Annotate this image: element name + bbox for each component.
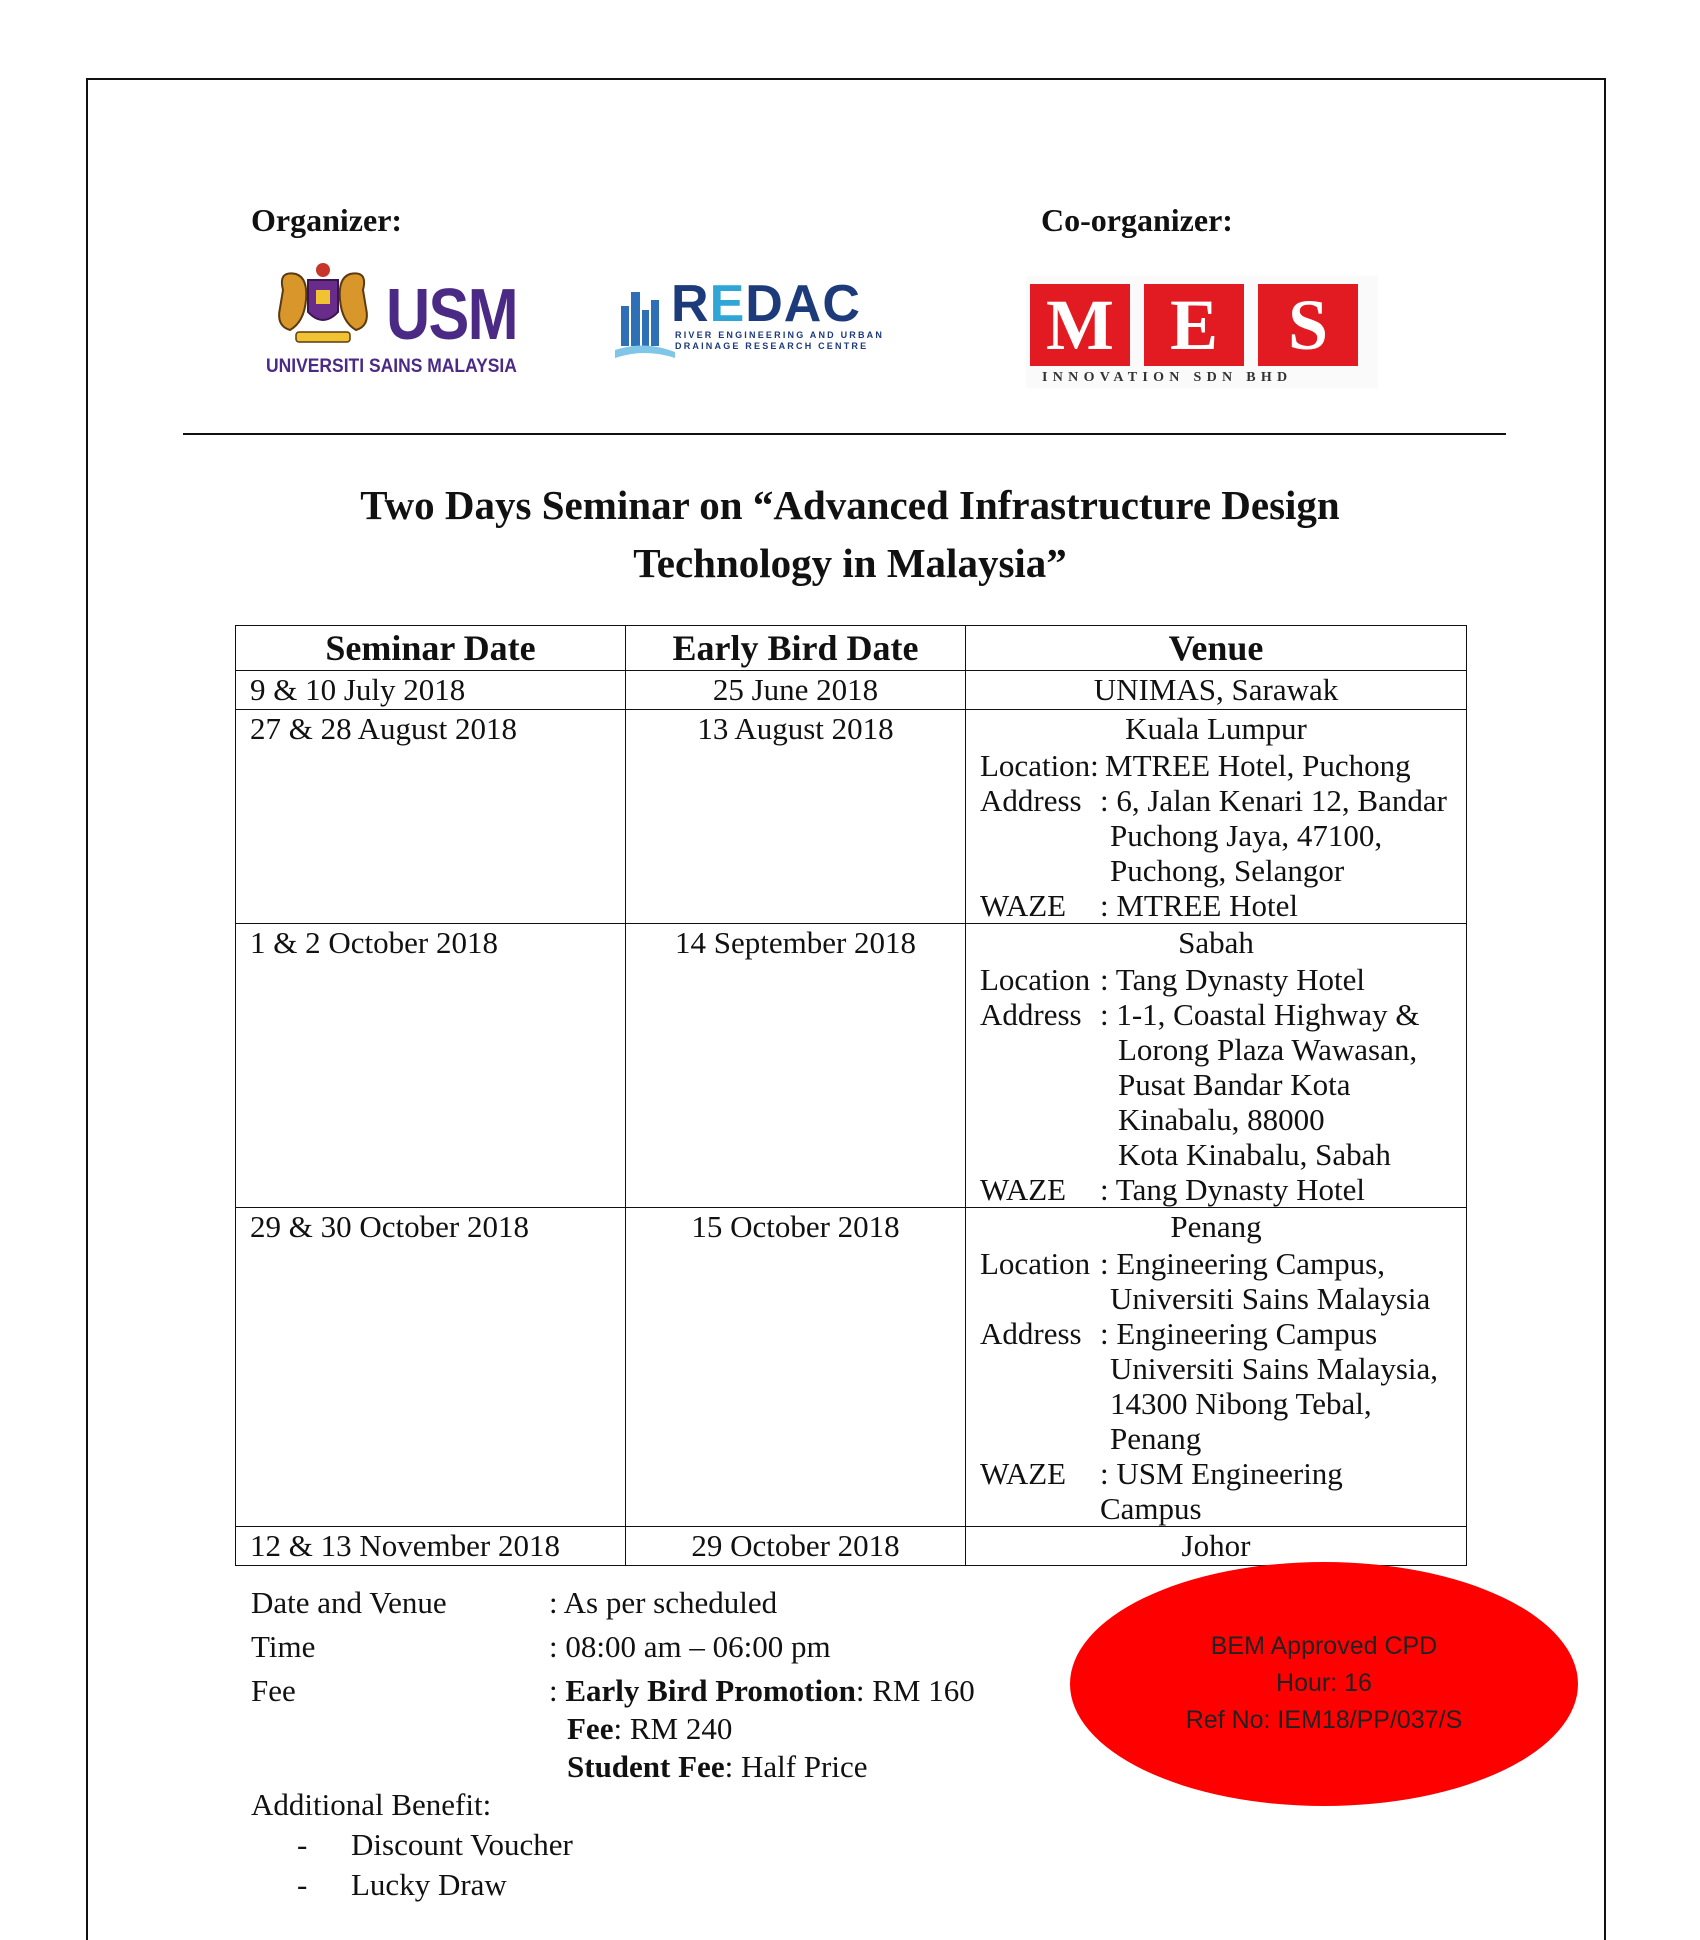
table-row <box>236 1208 1467 1527</box>
address-value: Puchong, Selangor <box>1110 853 1345 888</box>
header-venue: Venue <box>966 626 1467 671</box>
seminar-date-cell: 12 & 13 November 2018 <box>236 1527 626 1566</box>
mes-letter-s: S <box>1258 284 1358 366</box>
address-value: Universiti Sains Malaysia, <box>1110 1351 1439 1386</box>
mes-logo <box>1026 276 1378 388</box>
venue-name: Kuala Lumpur <box>1125 711 1307 746</box>
regular-fee-value: : RM 240 <box>613 1711 733 1746</box>
coorganizer-label: Co-organizer: <box>1041 202 1233 238</box>
usm-name: UNIVERSITI SAINS MALAYSIA <box>266 356 517 377</box>
bullet-dash: - <box>297 1867 308 1902</box>
address-value: Kinabalu, 88000 <box>1118 1102 1325 1137</box>
location-key: Location: <box>980 748 1099 783</box>
student-fee-label: Student Fee <box>567 1749 725 1784</box>
divider <box>183 433 1506 435</box>
waze-value: : MTREE Hotel <box>1100 888 1299 923</box>
title-line-2: Technology in Malaysia” <box>633 540 1067 586</box>
benefit-text: Lucky Draw <box>351 1867 507 1902</box>
address-value: Puchong Jaya, 47100, <box>1110 818 1383 853</box>
early-bird-label: Early Bird Promotion <box>565 1673 856 1708</box>
location-value: Universiti Sains Malaysia <box>1110 1281 1431 1316</box>
redac-sub-line1: RIVER ENGINEERING AND URBAN <box>675 330 885 340</box>
redac-wordmark <box>671 274 861 334</box>
redac-r: R <box>671 275 710 333</box>
venue-cell <box>966 1527 1467 1566</box>
address-key: Address <box>980 997 1082 1032</box>
venue-name: Sabah <box>1178 925 1254 960</box>
usm-logo <box>262 256 517 386</box>
time-label: Time <box>251 1629 316 1664</box>
early-bird-cell: 13 August 2018 <box>626 710 966 924</box>
usm-crest-icon <box>268 260 378 348</box>
waze-value: : Tang Dynasty Hotel <box>1100 1172 1366 1207</box>
venue-cell <box>966 1208 1467 1527</box>
location-value: : Tang Dynasty Hotel <box>1100 962 1366 997</box>
venue-name: Johor <box>1181 1528 1251 1563</box>
seminar-date-cell: 9 & 10 July 2018 <box>236 671 626 710</box>
organizer-label: Organizer: <box>251 202 403 238</box>
redac-logo <box>615 275 895 370</box>
early-bird-value: : RM 160 <box>855 1673 975 1708</box>
location-value: MTREE Hotel, Puchong <box>1105 748 1411 783</box>
address-key: Address <box>980 783 1082 818</box>
location-key: Location <box>980 1246 1091 1281</box>
mes-letter-e: E <box>1144 284 1244 366</box>
seminar-date-cell: 1 & 2 October 2018 <box>236 924 626 1208</box>
early-bird-cell: 15 October 2018 <box>626 1208 966 1527</box>
address-value: 14300 Nibong Tebal, <box>1110 1386 1372 1421</box>
address-value: Penang <box>1110 1421 1202 1456</box>
student-fee-value: : Half Price <box>724 1749 868 1784</box>
address-value: Pusat Bandar Kota <box>1118 1067 1351 1102</box>
address-value: : 6, Jalan Kenari 12, Bandar <box>1100 783 1447 818</box>
location-key: Location <box>980 962 1091 997</box>
location-value: : Engineering Campus, <box>1100 1246 1385 1281</box>
cpd-line-2: Hour: 16 <box>1276 1669 1372 1697</box>
waze-key: WAZE <box>980 888 1067 923</box>
cpd-line-1: BEM Approved CPD <box>1210 1632 1438 1660</box>
seminar-date-cell: 29 & 30 October 2018 <box>236 1208 626 1527</box>
table-row <box>236 1527 1467 1566</box>
waze-value: : USM Engineering Campus <box>1100 1456 1343 1526</box>
bullet-dash: - <box>297 1827 308 1862</box>
redac-rest: DAC <box>745 275 861 333</box>
venue-name: UNIMAS, Sarawak <box>1093 672 1339 707</box>
address-value: Lorong Plaza Wawasan, <box>1118 1032 1418 1067</box>
fee-value <box>549 1672 975 1710</box>
table-row <box>236 671 1467 710</box>
fee-colon: : <box>549 1673 566 1708</box>
address-key: Address <box>980 1316 1082 1351</box>
redac-sub-line2: DRAINAGE RESEARCH CENTRE <box>675 341 869 351</box>
address-value: Kota Kinabalu, Sabah <box>1118 1137 1391 1172</box>
student-fee <box>567 1748 867 1786</box>
table-row <box>236 710 1467 924</box>
date-venue-value: : As per scheduled <box>549 1585 778 1620</box>
date-venue-label: Date and Venue <box>251 1585 447 1620</box>
table-row <box>236 924 1467 1208</box>
benefit-text: Discount Voucher <box>351 1827 573 1862</box>
waze-key: WAZE <box>980 1172 1067 1207</box>
early-bird-cell: 25 June 2018 <box>626 671 966 710</box>
seminar-schedule-table <box>235 625 1467 1566</box>
mes-subtitle: INNOVATION SDN BHD <box>1042 370 1293 385</box>
header-early-bird-date: Early Bird Date <box>626 626 966 671</box>
header-seminar-date: Seminar Date <box>236 626 626 671</box>
waze-key: WAZE <box>980 1456 1067 1491</box>
venue-cell <box>966 924 1467 1208</box>
venue-cell <box>966 671 1467 710</box>
benefit-item <box>297 1826 573 1864</box>
fee-label: Fee <box>251 1673 296 1708</box>
additional-benefit-label: Additional Benefit: <box>251 1787 492 1822</box>
mes-letter-m: M <box>1030 284 1130 366</box>
redac-e: E <box>709 275 746 333</box>
regular-fee <box>567 1710 732 1748</box>
early-bird-cell: 14 September 2018 <box>626 924 966 1208</box>
building-icon <box>615 280 675 360</box>
usm-wordmark: USM <box>386 275 517 355</box>
cpd-line-3: Ref No: IEM18/PP/037/S <box>1185 1706 1463 1734</box>
cpd-badge-text <box>1070 1628 1578 1739</box>
redac-subtitle <box>675 330 884 352</box>
regular-fee-label: Fee <box>567 1711 614 1746</box>
benefit-item <box>297 1866 507 1904</box>
early-bird-cell: 29 October 2018 <box>626 1527 966 1566</box>
address-value: : 1-1, Coastal Highway & <box>1100 997 1420 1032</box>
venue-name: Penang <box>1170 1209 1262 1244</box>
time-value: : 08:00 am – 06:00 pm <box>549 1629 831 1664</box>
venue-cell <box>966 710 1467 924</box>
seminar-date-cell: 27 & 28 August 2018 <box>236 710 626 924</box>
title-line-1: Two Days Seminar on “Advanced Infrastructure Design <box>360 482 1340 528</box>
address-value: : Engineering Campus <box>1100 1316 1378 1351</box>
seminar-title <box>150 476 1550 592</box>
table-header-row <box>236 626 1467 671</box>
